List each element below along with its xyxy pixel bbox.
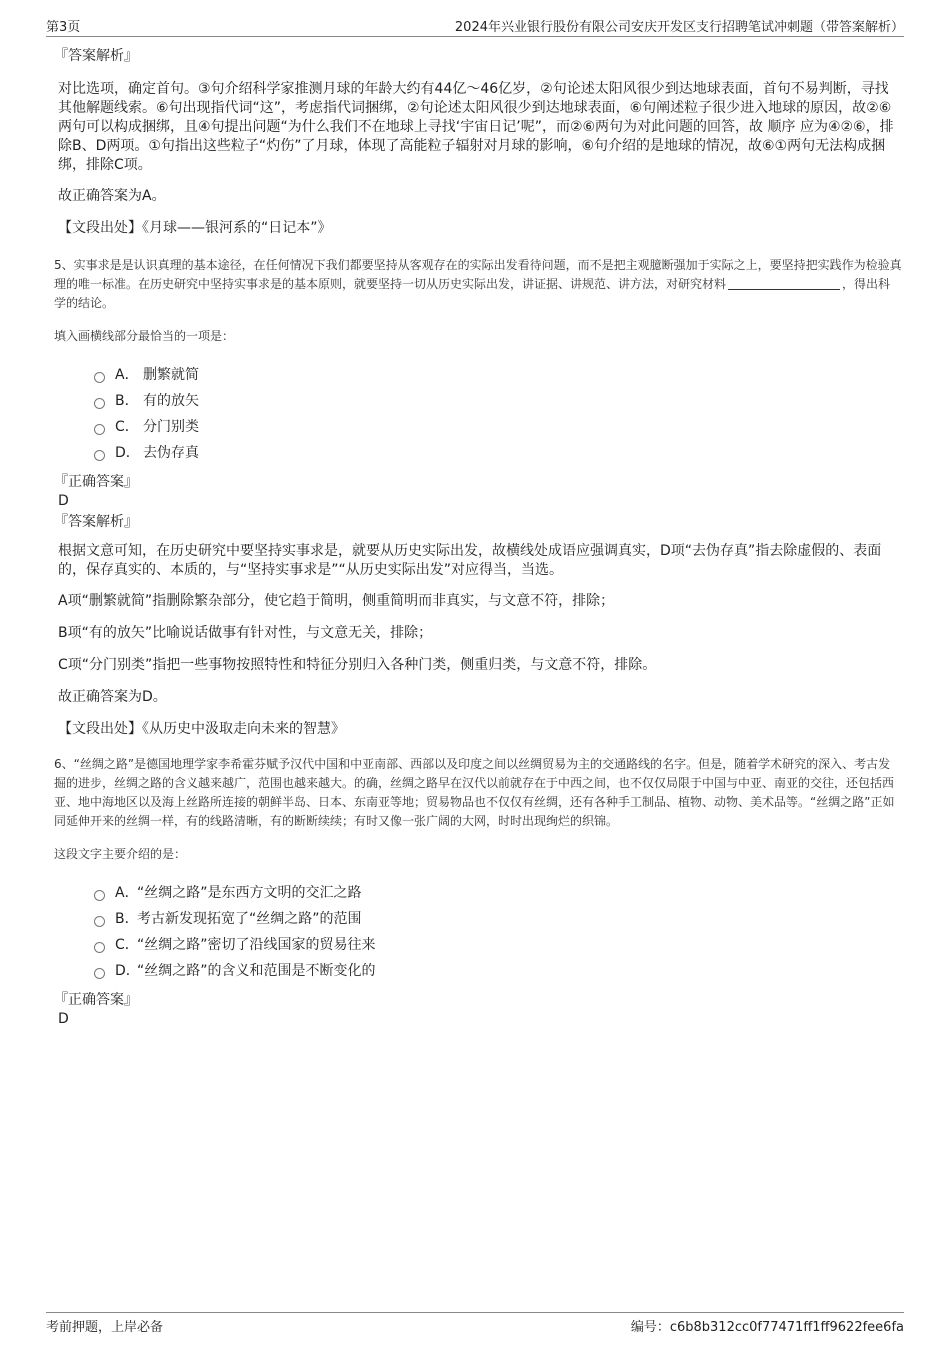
q5-analysis-2: A项“删繁就简”指删除繁杂部分，使它趋于简明，侧重简明而非真实，与文意不符，排除；	[58, 593, 615, 609]
option-text: 去伪存真	[143, 445, 199, 461]
q5-correct-answer: D	[58, 493, 69, 509]
page-footer	[46, 1312, 904, 1335]
q4-analysis-label: 『答案解析』	[54, 48, 138, 64]
q5-options	[94, 362, 902, 466]
option-key: C．	[115, 419, 139, 435]
option-text: 删繁就简	[143, 367, 199, 383]
q5-analysis-4: C项“分门别类”指把一些事物按照特性和特征分别归入各种门类，侧重归类，与文意不符，排除。	[58, 657, 657, 673]
radio-icon[interactable]	[94, 372, 105, 383]
radio-icon[interactable]	[94, 968, 105, 979]
q4-analysis	[58, 80, 902, 175]
q6-option-d[interactable]	[94, 958, 902, 984]
radio-icon[interactable]	[94, 916, 105, 927]
q6-option-c[interactable]	[94, 932, 902, 958]
option-text: 考古新发现拓宽了“丝绸之路”的范围	[137, 911, 362, 927]
q5-text-before: 5、实事求是是认识真理的基本途径，在任何情况下我们都要坚持从客观存在的实际出发看待问题，而不是把主观臆断强加于实际之上，要坚持把实践作为检验真理的唯一标准。在历史研究中坚持实事求是的基本原则，就要坚持一切从历史实际出发，讲证据、讲规范、讲方法，对研究材料	[54, 258, 902, 291]
q6-prompt: 这段文字主要介绍的是：	[54, 847, 187, 861]
q6-question-text: 6、“丝绸之路”是德国地理学家李希霍芬赋予汉代中国和中亚南部、西部以及印度之间以丝绸贸易为主的交通路线的名字。但是，随着学术研究的深入、考古发掘的进步，丝绸之路的含义越来越广，范围也越来越大。的确，丝绸之路早在汉代以前就存在于中西之间，也不仅仅局限于中国与中亚、南亚的交往，还包括西亚、地中海地区以及海上丝路所连接的朝鲜半岛、日本、东南亚等地；贸易物品也不仅仅有丝绸，还有各种手工制品、植物、动物、美术品等。“丝绸之路”正如同延伸开来的丝绸一样，有的线路清晰，有的断断续续；有时又像一张广阔的大网，时时出现绚烂的织锦。	[54, 757, 895, 828]
q6-options	[94, 880, 902, 984]
option-key: D．	[115, 963, 140, 979]
option-key: D．	[115, 445, 140, 461]
option-key: A．	[115, 367, 139, 383]
q5-question-text	[54, 256, 902, 313]
q5-option-d[interactable]	[94, 440, 902, 466]
q6-correct-label: 『正确答案』	[54, 992, 138, 1008]
radio-icon[interactable]	[94, 450, 105, 461]
option-text: “丝绸之路”的含义和范围是不断变化的	[137, 963, 376, 979]
q6-correct-answer: D	[58, 1011, 69, 1027]
q4-source: 【文段出处】《月球——银河系的“日记本”》	[58, 220, 332, 236]
q5-analysis-3: B项“有的放矢”比喻说话做事有针对性，与文意无关，排除；	[58, 625, 433, 641]
q4-conclusion: 故正确答案为A。	[58, 188, 166, 204]
radio-icon[interactable]	[94, 398, 105, 409]
q5-analysis-1: 根据文意可知，在历史研究中要坚持实事求是，就要从历史实际出发，故横线处成语应强调真实，D项“去伪存真”指去除虚假的、表面的，保存真实的、本质的，与“坚持实事求是”“从历史实际出发”对应得当，当选。	[58, 543, 882, 578]
option-text: 有的放矢	[143, 393, 199, 409]
page-content	[54, 46, 902, 1028]
option-key: B．	[115, 393, 139, 409]
q5-analysis-label: 『答案解析』	[54, 514, 138, 530]
footer-slogan: 考前押题，上岸必备	[46, 1320, 164, 1335]
option-key: B．	[115, 911, 139, 927]
option-key: C．	[115, 937, 139, 953]
page-number: 第3页	[46, 20, 81, 35]
q5-correct-label: 『正确答案』	[54, 474, 138, 490]
document-title: 2024年兴业银行股份有限公司安庆开发区支行招聘笔试冲刺题（带答案解析）	[454, 20, 904, 35]
option-text: “丝绸之路”密切了沿线国家的贸易往来	[137, 937, 376, 953]
q5-blank	[728, 275, 840, 290]
q6-option-a[interactable]	[94, 880, 902, 906]
q5-text-after: ，得出科学的结论。	[54, 277, 891, 310]
option-text: 分门别类	[143, 419, 199, 435]
q6-option-b[interactable]	[94, 906, 902, 932]
radio-icon[interactable]	[94, 424, 105, 435]
q5-source: 【文段出处】《从历史中汲取走向未来的智慧》	[58, 721, 345, 737]
option-key: A．	[115, 885, 139, 901]
q5-option-c[interactable]	[94, 414, 902, 440]
option-text: “丝绸之路”是东西方文明的交汇之路	[137, 885, 362, 901]
q4-analysis-text: 对比选项，确定首句。③句介绍科学家推测月球的年龄大约有44亿～46亿岁，②句论述太阳风很少到达地球表面，首句不易判断，寻找其他解题线索。⑥句出现指代词“这”，考虑指代词捆绑，②句论述太阳风很少到达地球表面，⑥句阐述粒子很少进入地球的原因，故②⑥两句可以构成捆绑，且④句提出问题“为什么我们不在地球上寻找‘宇宙日记’呢”，而②⑥两句为对此问题的回答，故 顺序 应为④②⑥，排除B、D两项。①句指出这些粒子“灼伤”了月球，体现了高能粒子辐射对月球的影响，⑥句介绍的是地球的情况，故⑥①两句无法构成捆绑，排除C项。	[58, 81, 894, 173]
document-id: 编号：c6b8b312cc0f77471ff1ff9622fee6fa	[630, 1320, 904, 1335]
q5-option-b[interactable]	[94, 388, 902, 414]
q5-analysis-5: 故正确答案为D。	[58, 689, 167, 705]
radio-icon[interactable]	[94, 942, 105, 953]
q5-option-a[interactable]	[94, 362, 902, 388]
radio-icon[interactable]	[94, 890, 105, 901]
page-header	[46, 14, 904, 37]
q5-prompt: 填入画横线部分最恰当的一项是：	[54, 329, 235, 343]
